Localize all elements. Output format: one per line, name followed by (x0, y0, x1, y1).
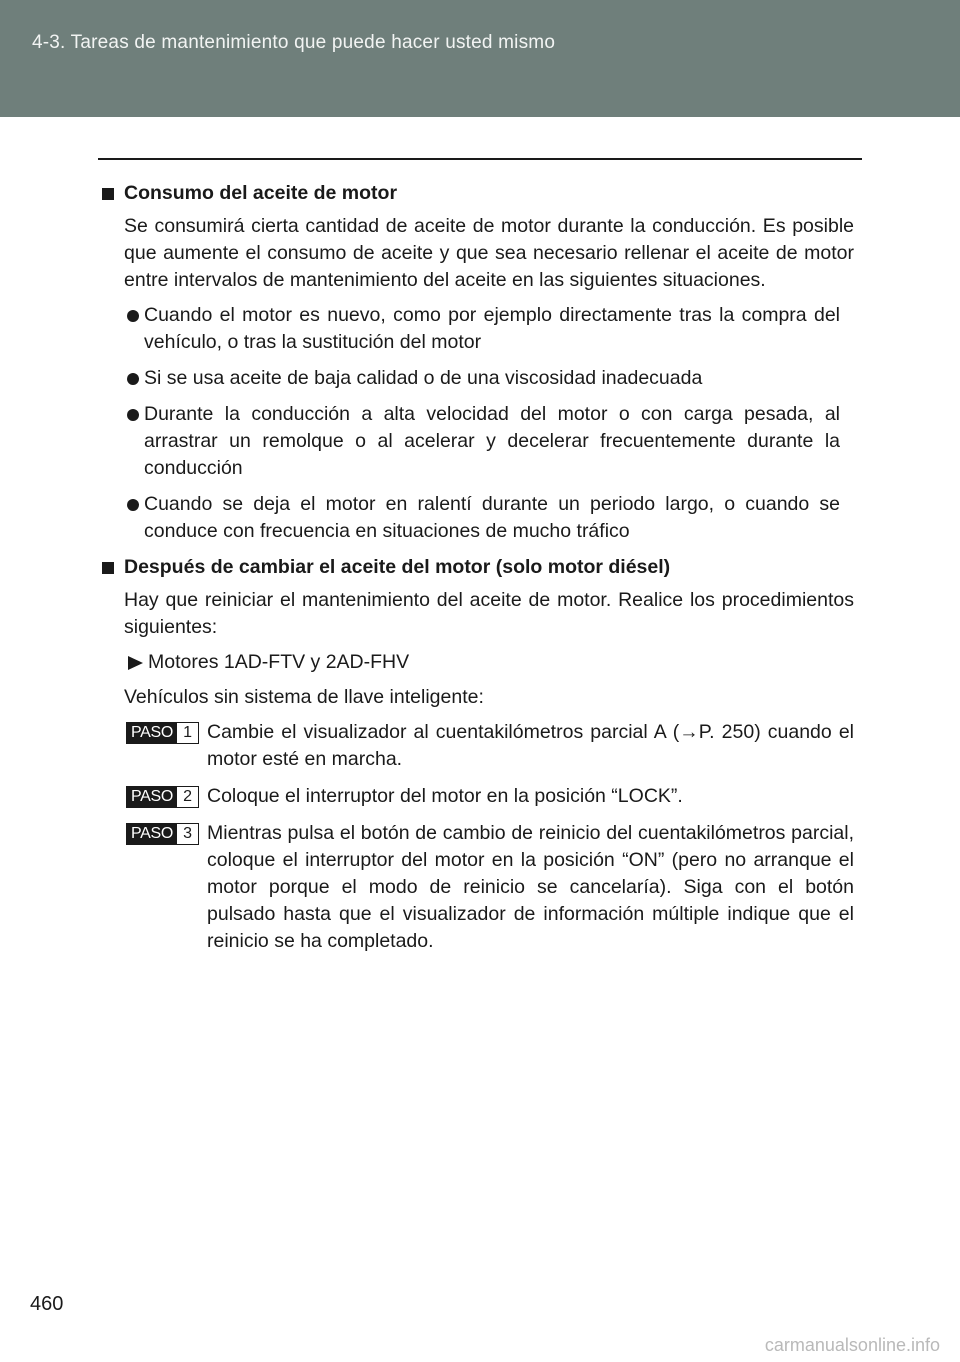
step-label: PASO (127, 787, 177, 807)
list-item-text: Cuando el motor es nuevo, como por ejemplo directamente tras la compra del vehículo, o tras la sustitución del motor (144, 304, 840, 353)
watermark: carmanualsonline.info (764, 1335, 940, 1355)
step-badge (126, 722, 199, 744)
section-heading-text: Consumo del aceite de motor (124, 182, 398, 204)
round-bullet-icon (127, 499, 139, 511)
step-number: 2 (177, 787, 198, 807)
section-divider (98, 158, 862, 160)
list-item (98, 302, 854, 356)
section-heading-text: Después de cambiar el aceite del motor (solo motor diésel) (124, 556, 671, 578)
square-bullet-icon (102, 188, 114, 200)
list-item-text: Si se usa aceite de baja calidad o de una viscosidad inadecuada (144, 367, 703, 389)
step-label: PASO (127, 723, 177, 743)
page-number: 460 (30, 1293, 64, 1315)
page-header (0, 0, 960, 117)
step-2 (98, 783, 854, 810)
step-number: 3 (177, 824, 198, 844)
step-1 (98, 719, 854, 773)
step-3 (98, 820, 854, 955)
step-text: Mientras pulsa el botón de cambio de reinicio del cuentakilómetros parcial, coloque el interruptor del motor en la posición “ON” (pero no arranque el motor porque el modo de reinicio se cancelaría). Siga con el botón pulsado hasta que el visualizador de información múltiple indique que el reinicio se ha completado. (207, 822, 854, 952)
chapter-title: 4-3. Tareas de mantenimiento que puede hacer usted mismo (32, 32, 556, 53)
list-item-text: Cuando se deja el motor en ralentí durante un periodo largo, o cuando se conduce con frecuencia en situaciones de mucho tráfico (144, 493, 840, 542)
section-heading-oil-consumption (98, 180, 854, 207)
paragraph: Vehículos sin sistema de llave inteligente: (124, 686, 484, 708)
list-item (98, 365, 854, 392)
list-item (98, 491, 854, 545)
triangle-pointer-icon (128, 656, 143, 670)
list-item-text: Durante la conducción a alta velocidad del motor o con carga pesada, al arrastrar un remolque o al acelerar y decelerar frecuentemente durante la conducción (144, 403, 840, 479)
list-item (98, 401, 854, 482)
engine-subheading (98, 649, 854, 676)
engine-subheading-text: Motores 1AD-FTV y 2AD-FHV (148, 651, 410, 673)
round-bullet-icon (127, 310, 139, 322)
section-heading-oil-change (98, 554, 854, 581)
round-bullet-icon (127, 409, 139, 421)
page-content (98, 180, 854, 965)
step-badge (126, 823, 199, 845)
round-bullet-icon (127, 373, 139, 385)
paragraph: Se consumirá cierta cantidad de aceite de motor durante la conducción. Es posible que aumente el consumo de aceite y que sea necesario rellenar el aceite de motor entre intervalos de mantenimiento del aceite en las siguientes situaciones. (124, 215, 854, 291)
step-label: PASO (127, 824, 177, 844)
step-text: Cambie el visualizador al cuentakilómetros parcial A (→P. 250) cuando el motor esté en marcha. (207, 721, 854, 770)
square-bullet-icon (102, 562, 114, 574)
step-badge (126, 786, 199, 808)
paragraph: Hay que reiniciar el mantenimiento del aceite de motor. Realice los procedimientos siguientes: (124, 589, 854, 638)
step-text: Coloque el interruptor del motor en la posición “LOCK”. (207, 785, 683, 807)
step-number: 1 (177, 723, 198, 743)
